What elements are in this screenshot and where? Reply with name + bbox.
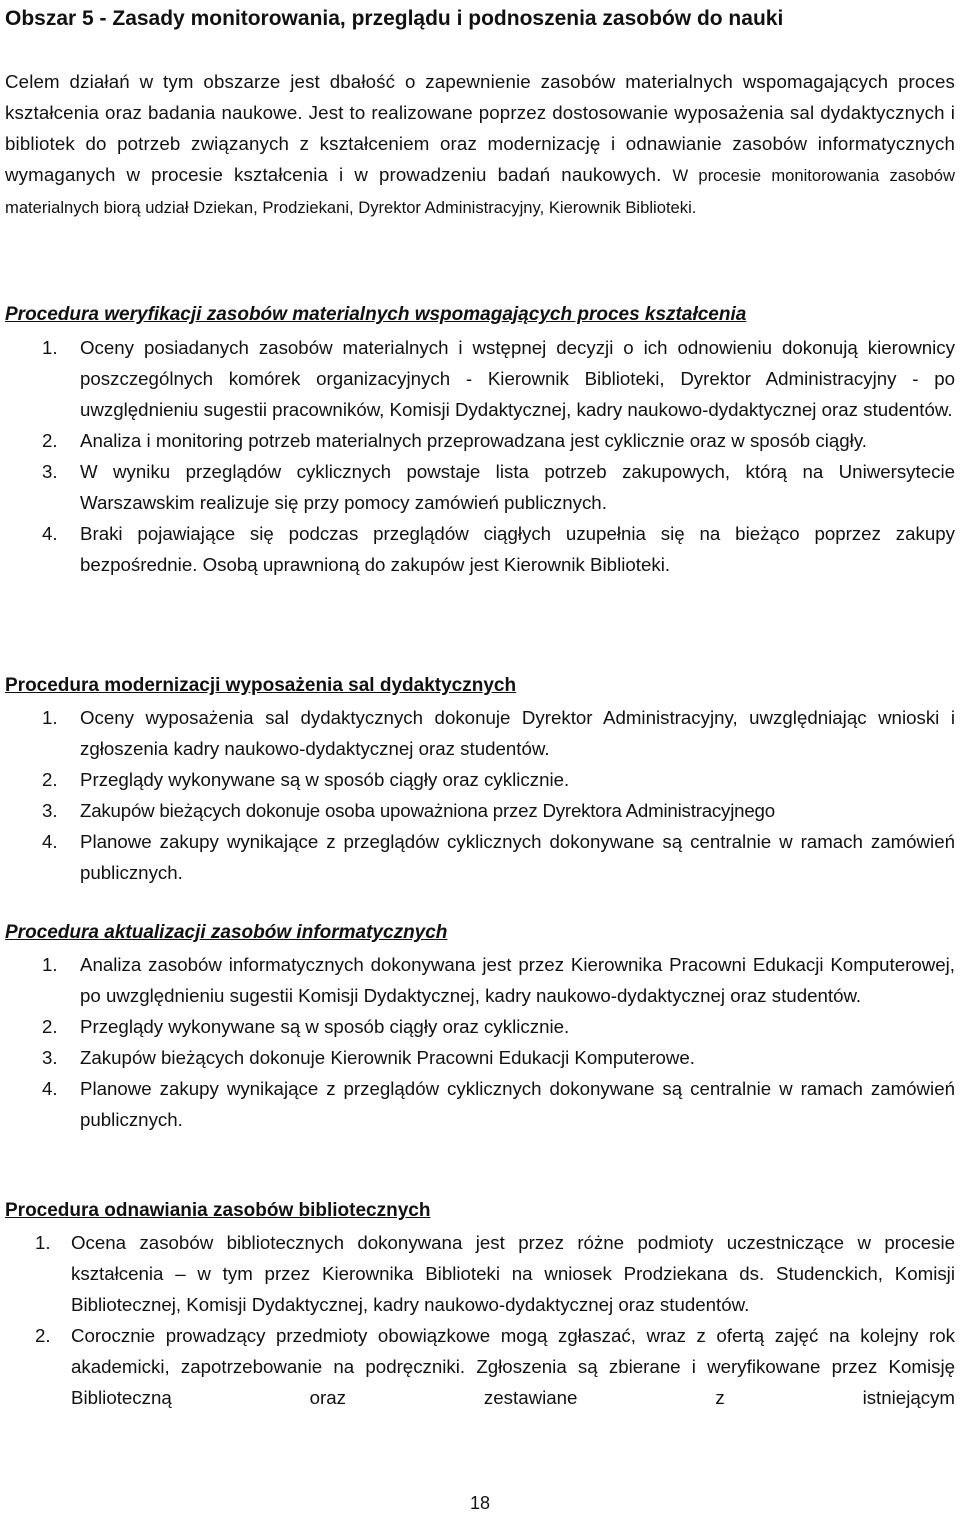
- list-item: [5, 518, 955, 580]
- verification-procedure-list: [5, 332, 955, 580]
- list-item-number: 1.: [42, 337, 58, 358]
- list-item-text: Zakupów bieżących dokonuje osoba upoważniona przez Dyrektora Administracyjnego: [80, 800, 775, 821]
- list-item: [5, 425, 955, 456]
- list-item-number: 3.: [42, 1047, 58, 1068]
- list-item-text: Analiza zasobów informatycznych dokonywana jest przez Kierownika Pracowni Edukacji Komputerowej, po uwzględnieniu sugestii Komisji Dydaktycznej, kadry naukowo-dydaktycznej oraz studentów.: [80, 954, 955, 1006]
- list-item-number: 1.: [42, 707, 58, 728]
- list-item-text: Ocena zasobów bibliotecznych dokonywana jest przez różne podmioty uczestniczące w procesie kształcenia – w tym przez Kierownika Biblioteki na wniosek Prodziekana ds. Studenckich, Komisji Bibliotecznej, Komisji Dydaktycznej, kadry naukowo-dydaktycznej oraz studentów.: [71, 1232, 955, 1315]
- intro-tail-text: W procesie monitorowania zasobów materialnych biorą udział Dziekan, Prodziekani, Dyrektor Administracyjny, Kierownik Biblioteki.: [5, 166, 955, 217]
- list-item-number: 2.: [42, 430, 58, 451]
- list-item: [5, 332, 955, 425]
- list-item-number: 2.: [42, 769, 58, 790]
- list-item-text: Zakupów bieżących dokonuje Kierownik Pracowni Edukacji Komputerowe.: [80, 1047, 695, 1068]
- list-item-text: W wyniku przeglądów cyklicznych powstaje lista potrzeb zakupowych, którą na Uniwersytecie Warszawskim realizuje się przy pomocy zamówień publicznych.: [80, 461, 955, 513]
- list-item-text: Planowe zakupy wynikające z przeglądów cyklicznych dokonywane są centralnie w ramach zamówień publicznych.: [80, 831, 955, 883]
- list-item: [5, 1011, 955, 1042]
- library-resources-procedure-list: [5, 1227, 955, 1413]
- section-heading-it-resources: Procedura aktualizacji zasobów informatycznych: [5, 922, 448, 943]
- list-item: [5, 764, 955, 795]
- list-item: [5, 1073, 955, 1135]
- list-item-text: Planowe zakupy wynikające z przeglądów cyklicznych dokonywane są centralnie w ramach zamówień publicznych.: [80, 1078, 955, 1130]
- list-item-number: 4.: [42, 831, 58, 852]
- list-item-text: Oceny posiadanych zasobów materialnych i wstępnej decyzji o ich odnowieniu dokonują kierownicy poszczególnych komórek organizacyjnych - Kierownik Biblioteki, Dyrektor Administracyjny - po uwzględnieniu sugestii pracowników, Komisji Dydaktycznej, kadry naukowo-dydaktycznej oraz studentów.: [80, 337, 955, 420]
- list-item-text: Przeglądy wykonywane są w sposób ciągły oraz cyklicznie.: [80, 1016, 570, 1037]
- section-heading-classroom-equipment: Procedura modernizacji wyposażenia sal dydaktycznych: [5, 675, 517, 696]
- list-item-text: Oceny wyposażenia sal dydaktycznych dokonuje Dyrektor Administracyjny, uwzględniając wnioski i zgłoszenia kadry naukowo-dydaktycznej oraz studentów.: [80, 707, 955, 759]
- list-item: [5, 949, 955, 1011]
- list-item-text: Analiza i monitoring potrzeb materialnych przeprowadzana jest cyklicznie oraz w sposób ciągły.: [80, 430, 867, 451]
- page-number: 18: [469, 1493, 491, 1513]
- intro-main-text: Celem działań w tym obszarze jest dbałość o zapewnienie zasobów materialnych wspomagających proces kształcenia oraz badania naukowe. Jest to realizowane poprzez dostosowanie wyposażenia sal dydaktycznych i bibliotek do potrzeb związanych z kształceniem oraz modernizację i odnawianie zasobów informatycznych wymaganych w procesie kształcenia i w prowadzeniu badań naukowych.: [5, 71, 955, 185]
- classroom-equipment-procedure-list: [5, 702, 955, 888]
- list-item: [5, 1320, 955, 1413]
- list-item-text: Corocznie prowadzący przedmioty obowiązkowe mogą zgłaszać, wraz z ofertą zajęć na kolejny rok akademicki, zapotrzebowanie na podręczniki. Zgłoszenia są zbierane i weryfikowane przez Komisję Biblioteczną oraz zestawiane z istniejącym: [71, 1325, 955, 1408]
- list-item-text: Przeglądy wykonywane są w sposób ciągły oraz cyklicznie.: [80, 769, 570, 790]
- list-item: [5, 456, 955, 518]
- list-item: [5, 702, 955, 764]
- list-item-number: 2.: [42, 1016, 58, 1037]
- list-item-text: Braki pojawiające się podczas przeglądów ciągłych uzupełnia się na bieżąco poprzez zakupy bezpośrednie. Osobą uprawnioną do zakupów jest Kierownik Biblioteki.: [80, 523, 955, 575]
- list-item-number: 1.: [42, 954, 58, 975]
- list-item: [5, 1042, 955, 1073]
- list-item: [5, 826, 955, 888]
- list-item-number: 1.: [35, 1232, 51, 1253]
- page-title: Obszar 5 - Zasady monitorowania, przeglądu i podnoszenia zasobów do nauki: [5, 7, 784, 30]
- section-heading-library-resources: Procedura odnawiania zasobów bibliotecznych: [5, 1200, 431, 1221]
- list-item-number: 2.: [35, 1325, 51, 1346]
- list-item-number: 4.: [42, 523, 58, 544]
- list-item: [5, 795, 955, 826]
- it-resources-procedure-list: [5, 949, 955, 1135]
- list-item-number: 3.: [42, 461, 58, 482]
- section-heading-verification: Procedura weryfikacji zasobów materialnych wspomagających proces kształcenia: [5, 304, 747, 325]
- list-item-number: 4.: [42, 1078, 58, 1099]
- list-item-number: 3.: [42, 800, 58, 821]
- intro-paragraph: [5, 66, 955, 223]
- list-item: [5, 1227, 955, 1320]
